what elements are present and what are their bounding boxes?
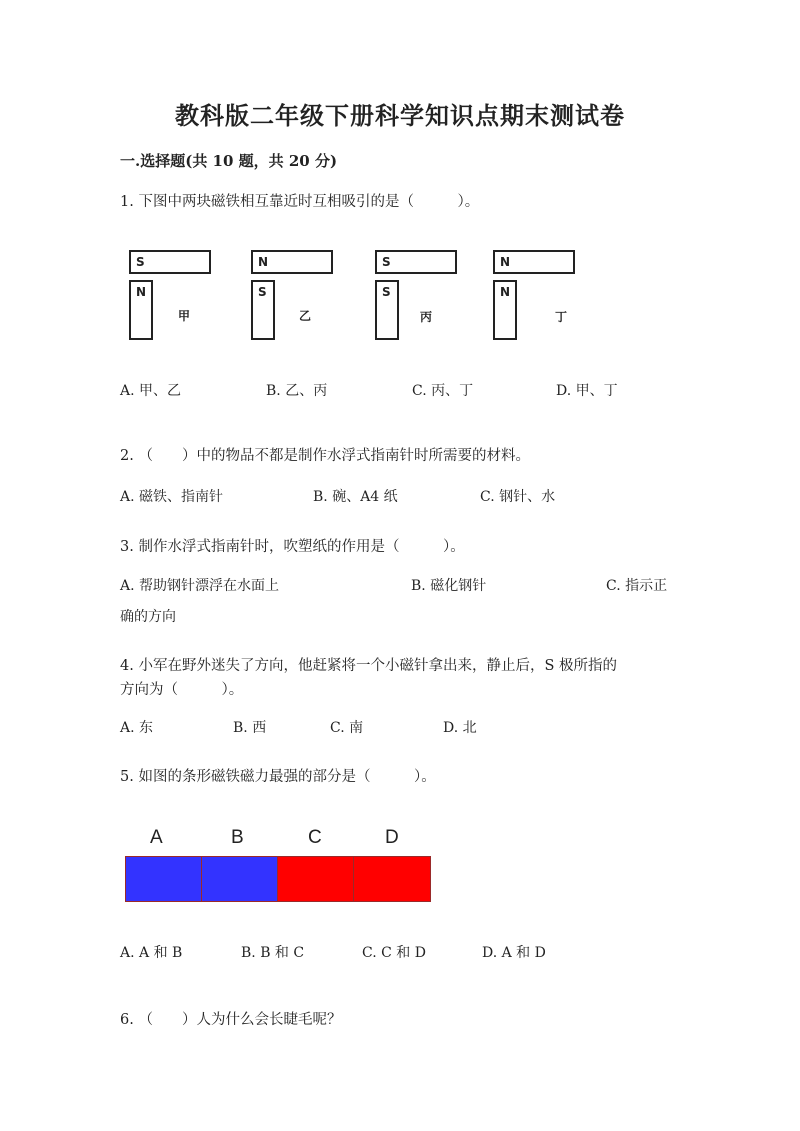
pole-label: S	[136, 255, 145, 269]
figure-label: 丙	[420, 310, 433, 324]
question-3-text: 3. 制作水浮式指南针时，吹塑纸的作用是（ ）。	[120, 539, 465, 555]
q1-option-d[interactable]: D. 甲、丁	[556, 383, 618, 399]
q2-option-c[interactable]: C. 钢针、水	[480, 489, 556, 505]
segment-label-d: D	[385, 827, 399, 848]
q4-option-b[interactable]: B. 西	[233, 720, 267, 736]
figure-label: 甲	[178, 309, 191, 323]
q3-option-a[interactable]: A. 帮助钢针漂浮在水面上	[120, 578, 280, 594]
q5-option-c[interactable]: C. C 和 D	[362, 945, 426, 961]
q3-option-c[interactable]: C. 指示正	[606, 578, 668, 594]
question-5-text: 5. 如图的条形磁铁磁力最强的部分是（ ）。	[120, 769, 436, 785]
q2-option-b[interactable]: B. 碗、A4 纸	[313, 489, 398, 505]
horizontal-magnet	[493, 250, 575, 274]
question-1-text: 1. 下图中两块磁铁相互靠近时互相吸引的是（ ）。	[120, 194, 480, 210]
q2-option-a[interactable]: A. 磁铁、指南针	[120, 489, 224, 505]
pole-label: N	[258, 255, 269, 269]
page-title: 教科版二年级下册科学知识点期末测试卷	[175, 101, 625, 130]
q1-option-a[interactable]: A. 甲、乙	[120, 383, 182, 399]
question-2-text: 2. （ ）中的物品不都是制作水浮式指南针时所需要的材料。	[120, 448, 530, 464]
q5-option-d[interactable]: D. A 和 D	[482, 945, 546, 961]
horizontal-magnet	[251, 250, 333, 274]
q4-option-d[interactable]: D. 北	[443, 720, 477, 736]
pole-label: S	[382, 285, 391, 299]
vertical-magnet	[129, 280, 153, 340]
horizontal-magnet	[129, 250, 211, 274]
question-4-text-line1: 4. 小军在野外迷失了方向，他赶紧将一个小磁针拿出来，静止后，S 极所指的	[120, 658, 617, 674]
pole-label: N	[136, 285, 147, 299]
section-heading: 一.选择题(共 10 题，共 20 分)	[120, 152, 338, 170]
figure-label: 乙	[299, 309, 312, 323]
segment-label-b: B	[231, 827, 244, 848]
horizontal-magnet	[375, 250, 457, 274]
pole-label: N	[500, 255, 511, 269]
pole-label: N	[500, 285, 511, 299]
q4-option-a[interactable]: A. 东	[120, 720, 154, 736]
vertical-magnet	[493, 280, 517, 340]
magnet-segment-c	[277, 856, 354, 902]
q1-option-c[interactable]: C. 丙、丁	[412, 383, 474, 399]
vertical-magnet	[375, 280, 399, 340]
figure-label: 丁	[555, 310, 568, 324]
pole-label: S	[258, 285, 267, 299]
q3-option-b[interactable]: B. 磁化钢针	[411, 578, 487, 594]
q3-option-c-continued: 确的方向	[120, 609, 176, 625]
magnet-segment-d	[353, 856, 431, 902]
q4-option-c[interactable]: C. 南	[330, 720, 364, 736]
vertical-magnet	[251, 280, 275, 340]
question-4-text-line2: 方向为（ ）。	[120, 682, 244, 698]
magnet-segment-b	[201, 856, 278, 902]
segment-label-c: C	[308, 827, 322, 848]
q5-option-a[interactable]: A. A 和 B	[120, 945, 183, 961]
q5-option-b[interactable]: B. B 和 C	[241, 945, 305, 961]
question-6-text: 6. （ ）人为什么会长睫毛呢？	[120, 1012, 342, 1028]
magnet-segment-a	[125, 856, 202, 902]
pole-label: S	[382, 255, 391, 269]
q1-option-b[interactable]: B. 乙、丙	[266, 383, 328, 399]
segment-label-a: A	[150, 827, 163, 848]
